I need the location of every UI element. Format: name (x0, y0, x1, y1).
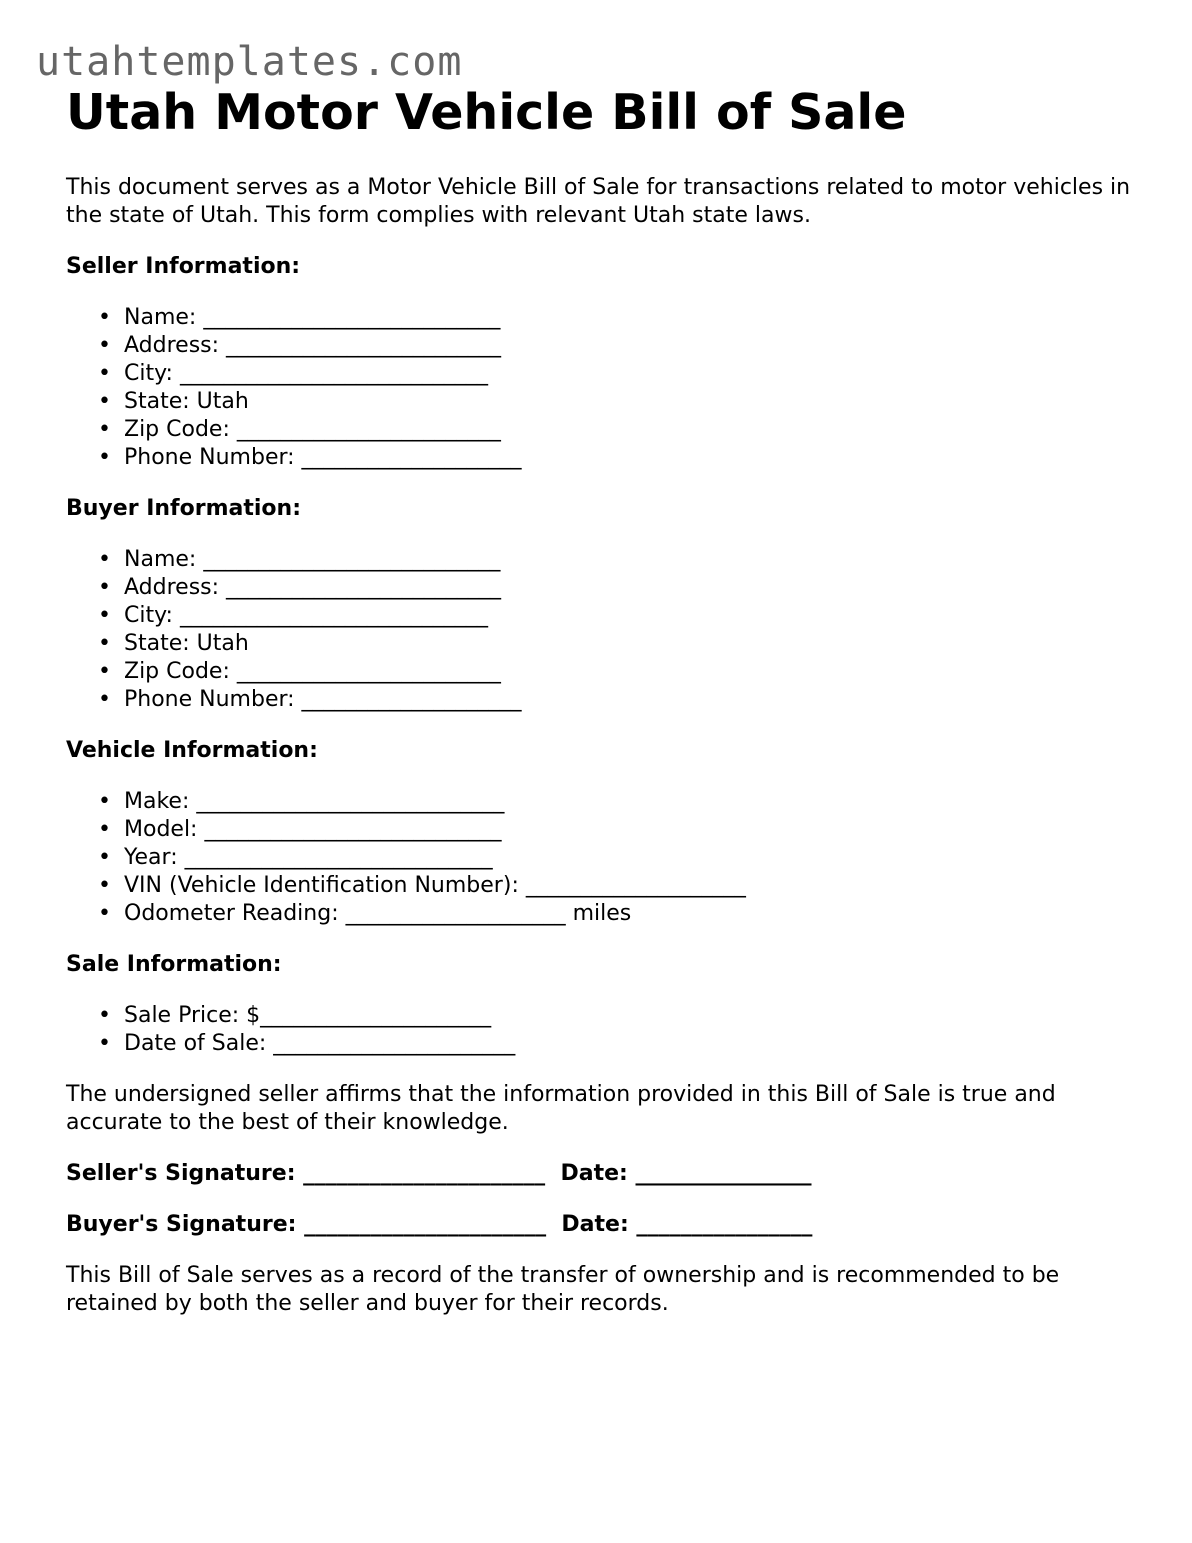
field-label: City: (124, 603, 180, 628)
seller-phone-blank[interactable]: ____________________ (301, 445, 522, 470)
field-label: Name: (124, 305, 204, 330)
sale-date-blank[interactable]: ______________________ (273, 1031, 516, 1056)
vehicle-model-blank[interactable]: ___________________________ (204, 817, 502, 842)
field-label: Model: (124, 817, 205, 842)
odometer-unit: miles (565, 901, 632, 926)
vehicle-year-field (66, 844, 1136, 872)
buyer-signature-line[interactable]: ______________________ (304, 1212, 547, 1237)
sale-price-field (66, 1002, 1136, 1030)
seller-state-value: Utah (196, 389, 249, 414)
buyer-zip-blank[interactable]: ________________________ (236, 659, 501, 684)
buyer-date-label: Date: (546, 1212, 637, 1237)
buyer-phone-blank[interactable]: ____________________ (301, 687, 522, 712)
intro-paragraph: This document serves as a Motor Vehicle Bill of Sale for transactions related to motor vehicles in the state of Utah. This form complies with relevant Utah state laws. (66, 175, 1131, 228)
buyer-state-field (66, 630, 1136, 658)
buyer-address-field (66, 574, 1136, 602)
seller-address-blank[interactable]: _________________________ (226, 333, 502, 358)
seller-state-field (66, 388, 1136, 416)
buyer-field-list (66, 546, 1136, 714)
vehicle-odometer-field (66, 900, 1136, 928)
bill-of-sale-document (66, 84, 1136, 1318)
vehicle-vin-blank[interactable]: ____________________ (525, 873, 746, 898)
buyer-section-heading: Buyer Information: (66, 496, 301, 521)
seller-signature-row (66, 1160, 1136, 1188)
field-label: Phone Number: (124, 687, 302, 712)
seller-phone-field (66, 444, 1136, 472)
field-label: State: (124, 631, 197, 656)
seller-section-heading: Seller Information: (66, 254, 301, 279)
seller-signature-label: Seller's Signature: (66, 1161, 304, 1186)
vehicle-vin-field (66, 872, 1136, 900)
vehicle-model-field (66, 816, 1136, 844)
sale-price-blank[interactable]: _____________________ (260, 1003, 492, 1028)
field-label: Address: (124, 333, 227, 358)
buyer-name-blank[interactable]: ___________________________ (203, 547, 501, 572)
buyer-signature-label: Buyer's Signature: (66, 1212, 305, 1237)
field-label: City: (124, 361, 180, 386)
field-label: Name: (124, 547, 204, 572)
field-label: Odometer Reading: (124, 901, 346, 926)
seller-zip-field (66, 416, 1136, 444)
vehicle-odometer-blank[interactable]: ____________________ (345, 901, 566, 926)
buyer-state-value: Utah (196, 631, 249, 656)
vehicle-section-heading: Vehicle Information: (66, 738, 318, 763)
sale-field-list (66, 1002, 1136, 1058)
field-label: Make: (124, 789, 197, 814)
field-label: VIN (Vehicle Identification Number): (124, 873, 526, 898)
seller-date-label: Date: (545, 1161, 636, 1186)
seller-city-blank[interactable]: ____________________________ (179, 361, 488, 386)
seller-city-field (66, 360, 1136, 388)
field-label: Phone Number: (124, 445, 302, 470)
vehicle-field-list (66, 788, 1136, 928)
seller-date-line[interactable]: ________________ (635, 1161, 812, 1186)
buyer-address-blank[interactable]: _________________________ (226, 575, 502, 600)
buyer-date-line[interactable]: ________________ (636, 1212, 813, 1237)
field-label: State: (124, 389, 197, 414)
field-label: Year: (124, 845, 185, 870)
buyer-signature-row (66, 1211, 1136, 1239)
buyer-name-field (66, 546, 1136, 574)
vehicle-make-field (66, 788, 1136, 816)
buyer-city-field (66, 602, 1136, 630)
field-label: Sale Price: $ (124, 1003, 261, 1028)
page-title: Utah Motor Vehicle Bill of Sale (66, 84, 907, 141)
buyer-zip-field (66, 658, 1136, 686)
vehicle-year-blank[interactable]: ____________________________ (184, 845, 493, 870)
field-label: Address: (124, 575, 227, 600)
affirmation-paragraph: The undersigned seller affirms that the information provided in this Bill of Sale is true and accurate to the best of their knowledge. (66, 1082, 1056, 1135)
closing-paragraph: This Bill of Sale serves as a record of the transfer of ownership and is recommended to be retained by both the seller and buyer for their records. (66, 1263, 1060, 1316)
seller-address-field (66, 332, 1136, 360)
seller-name-blank[interactable]: ___________________________ (203, 305, 501, 330)
vehicle-make-blank[interactable]: ____________________________ (196, 789, 505, 814)
field-label: Zip Code: (124, 659, 237, 684)
sale-date-field (66, 1030, 1136, 1058)
sale-section-heading: Sale Information: (66, 952, 282, 977)
field-label: Date of Sale: (124, 1031, 274, 1056)
seller-field-list (66, 304, 1136, 472)
field-label: Zip Code: (124, 417, 237, 442)
buyer-city-blank[interactable]: ____________________________ (179, 603, 488, 628)
seller-zip-blank[interactable]: ________________________ (236, 417, 501, 442)
seller-name-field (66, 304, 1136, 332)
seller-signature-line[interactable]: ______________________ (303, 1161, 546, 1186)
buyer-phone-field (66, 686, 1136, 714)
site-watermark: utahtemplates.com (36, 39, 463, 85)
